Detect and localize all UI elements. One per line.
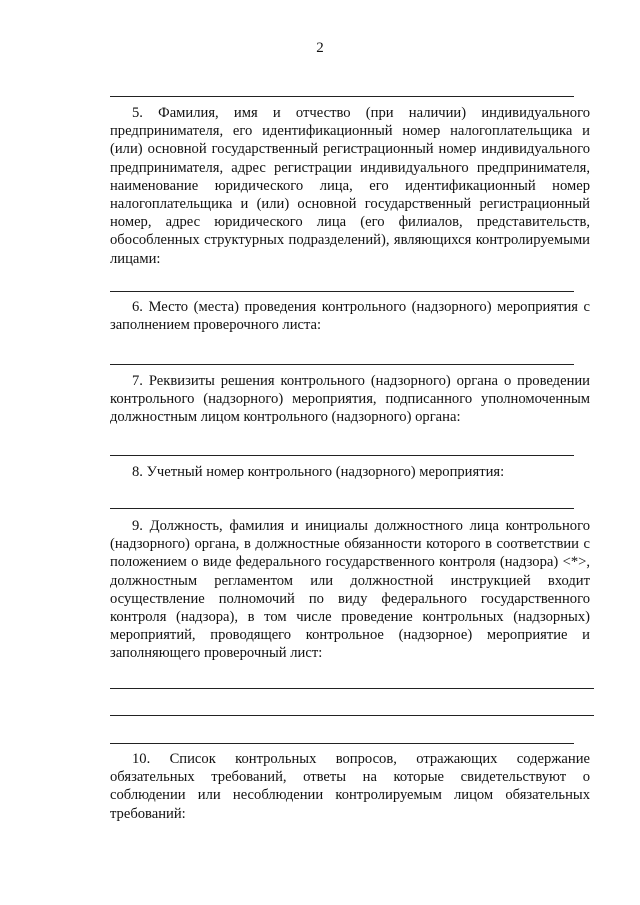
- section-5: 5. Фамилия, имя и отчество (при наличии) индивидуального предпринимателя, его идентификационный номер налогоплательщика и (или) основной государственный регистрационный номер индивидуального предпринимателя, адрес регистрации индивидуального предпринимателя, наименование юридического лица, его идентификационный номер налогоплательщика и (или) основной государственный регистрационный номер, адрес юридического лица (его филиалов, представительств, обособленных структурных подразделений), являющихся контролируемыми лицами:: [110, 105, 590, 267]
- fill-line-5: [110, 291, 574, 292]
- section-8: 8. Учетный номер контрольного (надзорного) мероприятия:: [132, 464, 505, 480]
- page-number: 2: [316, 40, 324, 56]
- fill-line-4: [110, 96, 574, 97]
- fill-line-9b: [110, 715, 594, 716]
- fill-line-9c: [110, 743, 574, 744]
- fill-line-7: [110, 455, 574, 456]
- section-6: 6. Место (места) проведения контрольного (надзорного) мероприятия с заполнением проверочного листа:: [110, 299, 590, 334]
- fill-line-9a: [110, 688, 594, 689]
- fill-line-8: [110, 508, 574, 509]
- section-10: 10. Список контрольных вопросов, отражающих содержание обязательных требований, ответы на которые свидетельствуют о соблюдении или несоблюдении контролируемым лицом обязательных требований:: [110, 751, 590, 822]
- fill-line-6: [110, 364, 574, 365]
- section-7: 7. Реквизиты решения контрольного (надзорного) органа о проведении контрольного (надзорного) мероприятия, подписанного уполномоченным должностным лицом контрольного (надзорного) органа:: [110, 373, 590, 426]
- section-9: 9. Должность, фамилия и инициалы должностного лица контрольного (надзорного) органа, в должностные обязанности которого в соответствии с положением о виде федерального государственного контроля (надзора) <*>, должностным регламентом или должностной инструкцией входит осуществление полномочий по виду федерального государственного контроля (надзора), в том числе проведение контрольных (надзорных) мероприятий, проводящего контрольное (надзорное) мероприятие и заполняющего проверочный лист:: [110, 518, 590, 662]
